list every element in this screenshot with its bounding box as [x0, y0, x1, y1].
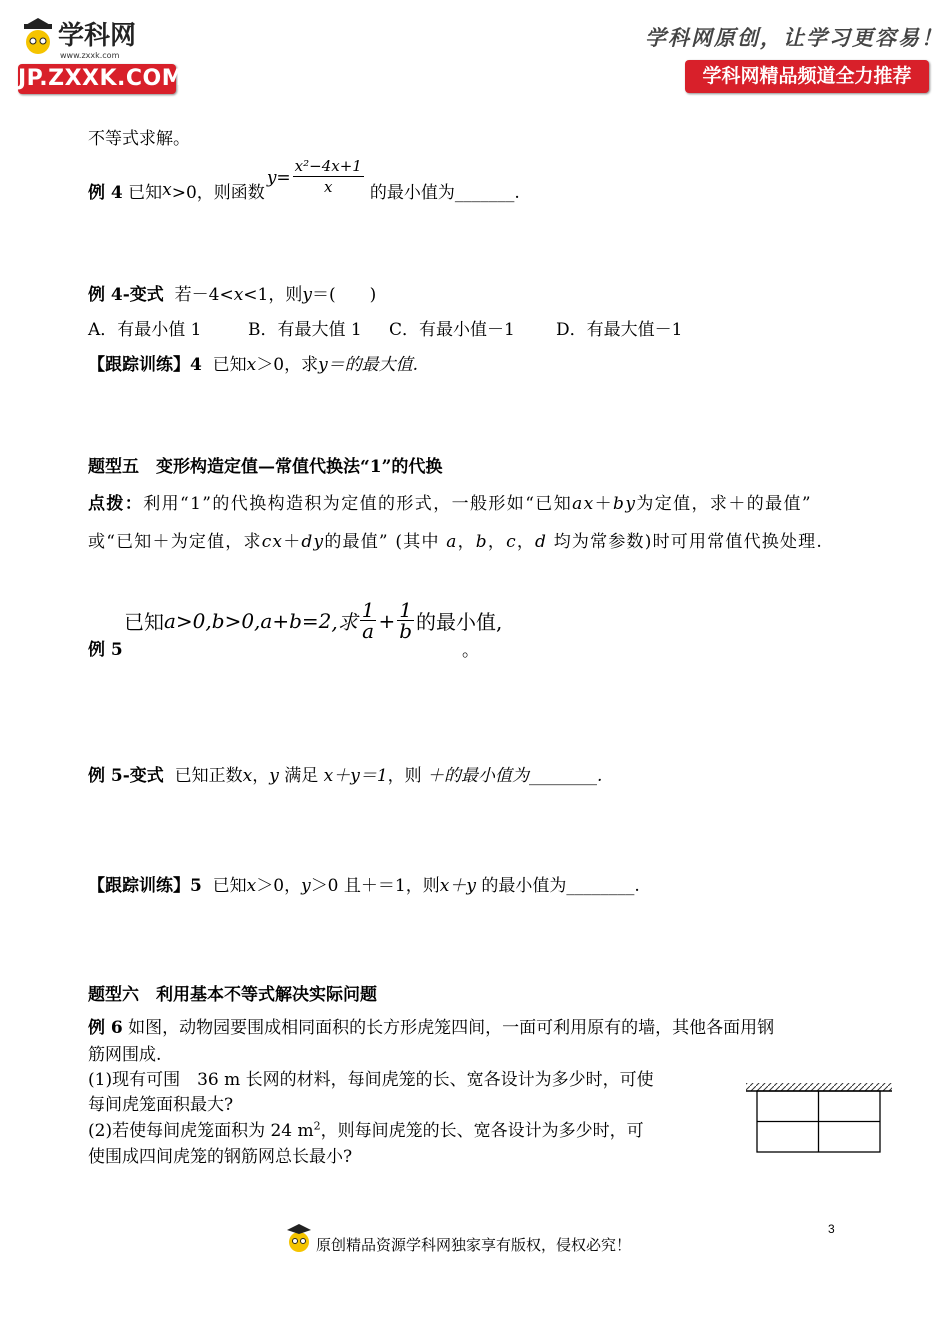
tip-line-2: 或“已知＋为定值，求cx＋dy的最值” (其中 a，b，c，d 均为常参数)时可用常值代换处理.	[88, 532, 823, 552]
choice-d: D．有最大值－1	[556, 320, 683, 340]
footer-copyright: 原创精品资源学科网独家享有版权，侵权必究！	[316, 1236, 632, 1254]
type-6-title: 题型六 利用基本不等式解决实际问题	[88, 985, 377, 1005]
example-4: 例 4 已知 x >0，则函数 y= $\frac{\text{x²−4x+1}}{x}$ 的最小值为_______.	[88, 156, 520, 203]
example-6-line-2: 筋网围成.	[88, 1045, 162, 1065]
example-4-fraction: $\frac{\text{x²−4x+1}}{x}$	[294, 156, 362, 196]
page-number: 3	[828, 1222, 835, 1236]
example-6-line-1: 例 6 如图，动物园要围成相同面积的长方形虎笼四间，一面可利用原有的墙，其他各面用钢	[88, 1018, 775, 1038]
tracking-5: 【跟踪训练】5 已知x＞0，y＞0 且＋＝1，则x＋y 的最小值为________.	[88, 876, 640, 896]
example-5-variant: 例 5-变式 已知正数x，y 满足 x＋y＝1，则 ＋的最小值为________.	[88, 766, 603, 786]
mascot-logo	[18, 14, 178, 62]
question-1-line-1: (1)现有可围 36 m 长网的材料，每间虎笼的长、宽各设计为多少时，可使	[88, 1070, 654, 1090]
question-2-line-2: 使围成四间虎笼的钢筋网总长最小?	[88, 1147, 353, 1167]
slogan: 学科网原创，让学习更容易！	[645, 25, 944, 50]
question-2-line-1: (2)若使每间虎笼面积为 24 $m^2$，则每间虎笼的长、宽各设计为多少时，可	[88, 1119, 644, 1141]
logo-badge: JP.ZXXK.COM	[18, 64, 176, 94]
fraction-1-over-b: $\frac{1}{b}$	[399, 598, 412, 643]
choice-c: C．有最小值－1	[389, 320, 515, 340]
example-5-label: 例 5	[88, 640, 123, 660]
fraction-1-over-a: $\frac{1}{a}$	[361, 598, 375, 643]
type-5-title: 题型五 变形构造定值—常值代换法“1”的代换	[88, 457, 443, 477]
tip-line-1: 点拨：利用“1”的代换构造积为定值的形式，一般形如“已知ax＋by为定值，求＋的最值”	[88, 494, 813, 514]
example-5-dot: 。	[462, 641, 479, 661]
tracking-4: 【跟踪训练】4 已知x＞0，求y＝的最大值.	[88, 355, 419, 375]
choice-a: A．有最小值 1	[88, 320, 202, 340]
example-4-variant: 例 4-变式 若－4<x<1，则y＝( )	[88, 285, 377, 305]
wall-hatch	[746, 1083, 892, 1091]
example-5-statement: 已知 a>0,b>0,a+b=2 ,求 $\frac{1}{a}$ + $\frac{1}{b}$ 的最小值,	[124, 598, 503, 643]
footer-mascot-icon	[284, 1222, 314, 1256]
choice-b: B．有最大值 1	[248, 320, 362, 340]
recommend-badge: 学科网精品频道全力推荐	[685, 60, 929, 93]
tiger-cage-diagram	[744, 1080, 894, 1156]
question-1-line-2: 每间虎笼面积最大?	[88, 1095, 234, 1115]
logo-text: 学科网	[58, 21, 137, 51]
logo-url: www.zxxk.com	[60, 51, 120, 60]
intro-line: 不等式求解。	[88, 129, 190, 149]
example-4-label: 例 4	[88, 182, 123, 203]
